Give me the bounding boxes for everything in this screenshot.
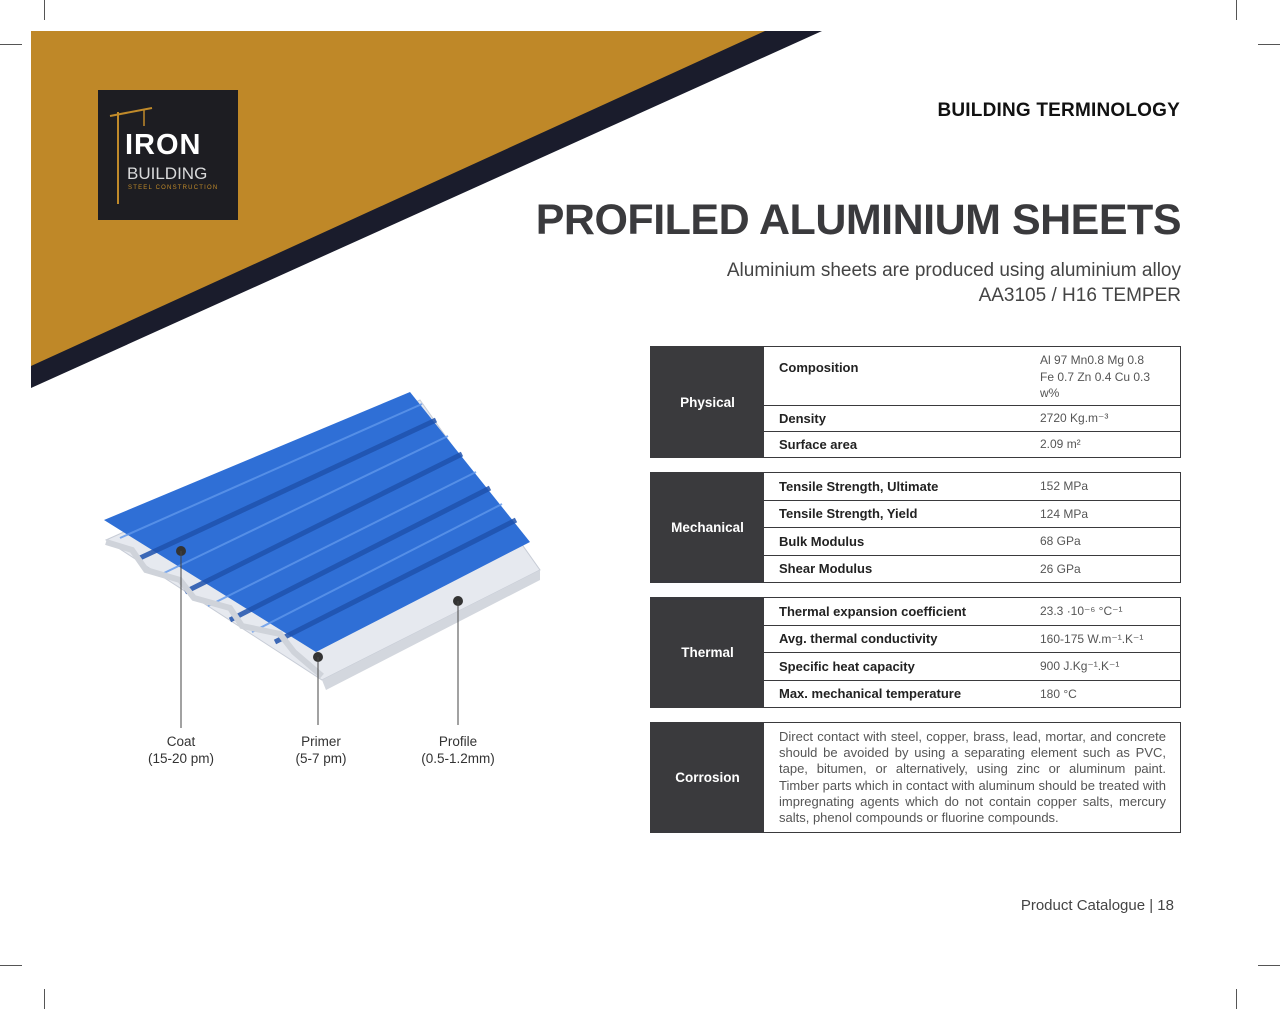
corrosion-description: Direct contact with steel, copper, brass, lead, mortar, and concrete should be avoided by using a separating element such as PVC, tape, bitumen, or alternatively, using zinc or aluminum paint. Timber parts which in contact with aluminum should be treated with impregnating agents which do not contain copper salts, mercury salts, phenol compounds or fluorine compounds.	[779, 728, 1166, 825]
primer-callout	[261, 734, 381, 767]
logo-tagline: STEEL CONSTRUCTION	[128, 185, 219, 191]
callout-detail: (0.5-1.2mm)	[421, 750, 495, 766]
property-label: Surface area	[779, 436, 858, 452]
page-subtitle	[581, 258, 1181, 308]
property-value: 68 GPa	[1040, 534, 1081, 549]
mechanical-properties-table	[650, 472, 1181, 583]
logo-wordmark-building: BUILDING	[127, 164, 208, 183]
property-value: 124 MPa	[1040, 506, 1089, 521]
company-logo	[98, 90, 238, 220]
group-heading: Corrosion	[651, 723, 764, 832]
thermal-properties-table	[650, 597, 1181, 708]
property-label: Tensile Strength, Ultimate	[779, 478, 939, 494]
callout-name: Profile	[438, 734, 478, 749]
property-value: 23.3 ·10⁻⁶ °C⁻¹	[1040, 604, 1123, 619]
property-value: 160-175 W.m⁻¹.K⁻¹	[1040, 631, 1144, 646]
property-label: Avg. thermal conductivity	[779, 631, 938, 647]
table-row	[764, 473, 1180, 501]
callout-detail: (5-7 pm)	[295, 750, 347, 766]
property-label: Density	[779, 410, 826, 426]
table-row	[764, 347, 1180, 406]
property-label: Tensile Strength, Yield	[779, 506, 918, 522]
callout-name: Primer	[301, 734, 341, 749]
property-value: 152 MPa	[1040, 479, 1089, 494]
group-heading: Physical	[651, 347, 764, 457]
property-value: 26 GPa	[1040, 561, 1081, 576]
coat-callout	[121, 734, 241, 767]
callout-detail: (15-20 pm)	[147, 750, 215, 766]
subtitle-line: Aluminium sheets are produced using aluminium alloy	[726, 260, 1181, 281]
table-row	[764, 432, 1180, 457]
logo-wordmark-iron: IRON	[125, 129, 202, 161]
corrosion-table	[650, 722, 1181, 833]
table-row	[764, 598, 1180, 626]
property-value: Al 97 Mn0.8 Mg 0.8 Fe 0.7 Zn 0.4 Cu 0.3 w%	[1040, 353, 1151, 400]
page-title: PROFILED ALUMINIUM SHEETS	[535, 196, 1181, 244]
property-label: Max. mechanical temperature	[779, 686, 962, 702]
group-heading: Mechanical	[651, 473, 764, 582]
table-row	[764, 528, 1180, 556]
table-row	[764, 626, 1180, 654]
callout-name: Coat	[166, 734, 196, 749]
property-value: 900 J.Kg⁻¹.K⁻¹	[1040, 659, 1120, 674]
property-label: Thermal expansion coefficient	[779, 603, 967, 619]
table-row	[764, 406, 1180, 432]
table-row	[764, 556, 1180, 583]
page-footer: Product Catalogue | 18	[1020, 897, 1174, 914]
profile-callout	[398, 734, 518, 767]
table-row	[764, 681, 1180, 708]
subtitle-line: AA3105 / H16 TEMPER	[978, 285, 1181, 306]
property-label: Shear Modulus	[779, 561, 873, 577]
property-label: Composition	[779, 360, 859, 375]
property-label: Specific heat capacity	[779, 658, 915, 674]
physical-properties-table	[650, 346, 1181, 458]
group-heading: Thermal	[651, 598, 764, 707]
property-value: 2720 Kg.m⁻³	[1040, 411, 1109, 426]
section-label: BUILDING TERMINOLOGY	[937, 100, 1180, 121]
property-value: 2.09 m²	[1040, 437, 1081, 452]
table-row	[764, 501, 1180, 529]
table-row	[764, 653, 1180, 681]
property-value: 180 °C	[1040, 686, 1077, 701]
profiled-sheet-illustration	[90, 380, 560, 740]
property-label: Bulk Modulus	[779, 533, 865, 549]
